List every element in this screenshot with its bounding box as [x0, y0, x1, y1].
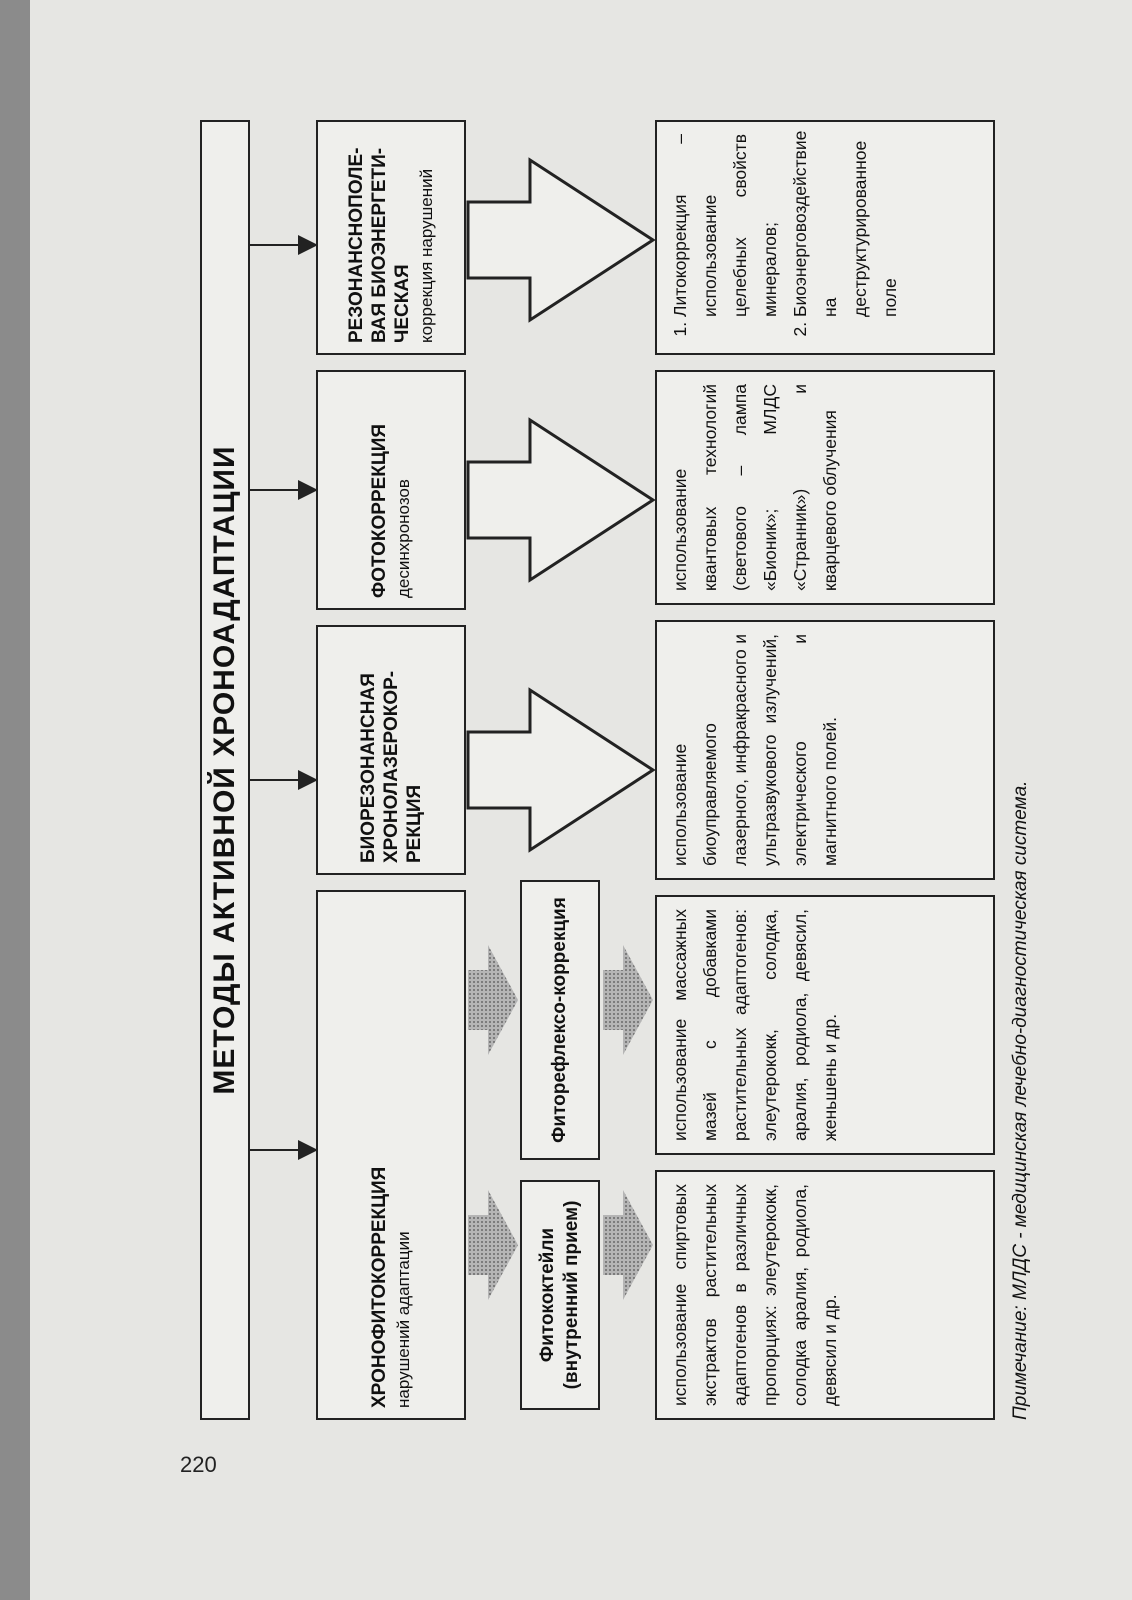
description-cocktails: использование спиртовых экстрактов растительных адаптогенов в различных пропорциях: элеутерококк, солодка аралия, родиола, девясил и др.	[655, 1170, 995, 1420]
method-resonance-field	[316, 120, 466, 355]
method-heading: БИОРЕЗОНАНСНАЯ ХРОНОЛАЗЕРОКОР-РЕКЦИЯ	[357, 670, 425, 863]
book-page	[30, 0, 1132, 1600]
list-item: 2. Биоэнерговоздействие на деструктурированное поле	[785, 134, 905, 317]
footnote: Примечание: МЛДС - медицинская лечебно-диагностическая система.	[1010, 780, 1031, 1420]
description-resonance-field	[655, 120, 995, 355]
method-heading: ФОТОКОРРЕКЦИЯ	[369, 423, 390, 598]
diagram-title: МЕТОДЫ АКТИВНОЙ ХРОНОАДАПТАЦИИ	[200, 120, 250, 1420]
method-subtitle: десинхронозов	[394, 479, 413, 598]
description-bioresonance: использование биоуправляемого лазерного, инфракрасного и ультразвукового излучений, электрического и магнитного полей.	[655, 620, 995, 880]
method-heading: РЕЗОНАНСНОПОЛЕ-ВАЯ БИОЭНЕРГЕТИ-ЧЕСКАЯ	[346, 147, 413, 343]
page-number: 220	[180, 1452, 217, 1477]
method-subtitle: коррекция нарушений	[417, 168, 436, 343]
description-reflex: использование массажных мазей с добавками растительных адаптогенов: элеутерококк, солодка, аралия, родиола, девясил, женьшень и др.	[655, 895, 995, 1155]
list-item: 1. Литокоррекция – использование целебных свойств минералов;	[665, 134, 785, 317]
method-heading: ХРОНОФИТОКОРРЕКЦИЯ	[369, 1166, 390, 1408]
description-photocorrection: использование квантовых технологий (светового – лампа «Бионик»; МЛДС «Странник») и кварцевого облучения	[655, 370, 995, 605]
phyto-cocktails-box: Фитококтейли (внутренний прием)	[520, 1180, 600, 1410]
phyto-reflex-box: Фиторефлексо-коррекция	[520, 880, 600, 1160]
hollow-arrows	[468, 160, 653, 850]
resonance-list	[665, 130, 905, 341]
method-bioresonance	[316, 625, 466, 875]
diagram-rotated	[200, 120, 1060, 1420]
method-photocorrection	[316, 370, 466, 610]
method-chronophytocorrection	[316, 890, 466, 1420]
method-subtitle: нарушений адаптации	[394, 1231, 413, 1408]
title-connectors	[250, 245, 316, 1150]
